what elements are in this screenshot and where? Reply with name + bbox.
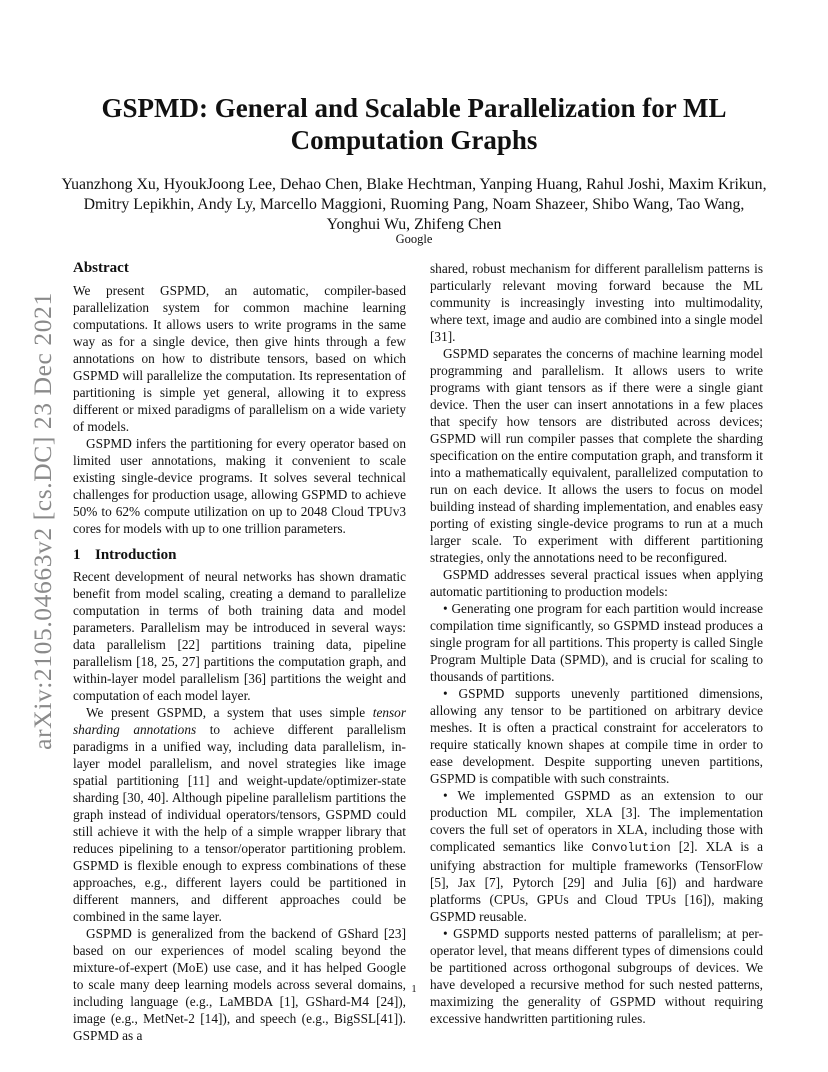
section-title: Introduction	[95, 547, 177, 563]
code-term: Convolution	[591, 841, 671, 855]
intro-paragraph-3: GSPMD is generalized from the backend of GShard [23] based on our experiences of model scaling beyond the mixture-of-expert (MoE) use case, and it has helped Google to scale many deep learning models across several domains, including language (e.g., LaMBDA [1], GShard-M4 [24]), image (e.g., MetNet-2 [14]), and speech (e.g., BigSSL[41]). GSPMD as a	[73, 926, 406, 1043]
bullet-icon: •	[443, 601, 448, 616]
left-column	[73, 258, 406, 1044]
bullet-item-4	[430, 925, 763, 1027]
abstract-paragraph-1: We present GSPMD, an automatic, compiler-based parallelization system for common machine learning computations. It allows users to write programs in the same way as for a single device, then give hints through a few annotations on how to distribute tensors, based on which GSPMD will parallelize the computation. Its representation of partitioning is simple yet general, allowing it to express different or mixed paradigms of parallelism on a wide variety of models.	[73, 283, 406, 434]
author-list: Yuanzhong Xu, HyoukJoong Lee, Dehao Chen, Blake Hechtman, Yanping Huang, Rahul Joshi, Maxim Krikun, Dmitry Lepikhin, Andy Ly, Marcello Maggioni, Ruoming Pang, Noam Shazeer, Shibo Wang, Tao Wang, Yonghui Wu, Zhifeng Chen	[61, 176, 767, 233]
intro-p2-text-a: We present GSPMD, a system that uses simple	[86, 705, 373, 720]
bullet-icon: •	[443, 788, 448, 803]
intro-paragraph-5: GSPMD separates the concerns of machine learning model programming and parallelism. It allows users to write programs with giant tensors as if there were a single giant device. Then the user can insert annotations in a few places that specify how tensors are distributed across devices; GSPMD will run compiler passes that complete the sharding specification on the entire computation graph, and transform it into a mathematically equivalent, parallelized computation to run on each device. It allows the users to focus on model building instead of sharding implementation, and enables easy porting of existing single-device programs to run at a much larger scale. To experiment with different partitioning strategies, only the annotations need to be reconfigured.	[430, 346, 763, 565]
bullet-item-3	[430, 787, 763, 925]
bullet-text: GSPMD supports unevenly partitioned dimensions, allowing any tensor to be partitioned on arbitrary device meshes. It is often a practical constraint for accelerators to require statically known shapes at compile time in order to ease development. Despite supporting uneven partitions, GSPMD is compatible with such constraints.	[430, 686, 763, 786]
bullet-text: Generating one program for each partition would increase compilation time significantly, so GSPMD instead produces a single program for all partitions. This property is called Single Program Multiple Data (SPMD), and is crucial for scaling to thousands of partitions.	[430, 601, 763, 684]
intro-p2-emphasis: tensor sharding annotations	[73, 705, 406, 737]
intro-paragraph-2	[73, 704, 406, 925]
right-column	[430, 260, 763, 1027]
paper-title: GSPMD: General and Scalable Parallelization for ML Computation Graphs	[101, 93, 727, 155]
bullet-icon: •	[443, 926, 448, 941]
section-number: 1	[73, 547, 81, 563]
bullet-text: GSPMD supports nested patterns of parallelism; at per-operator level, that means different types of dimensions could be partitioned across orthogonal subgroups of devices. We have developed a recursive method for such nested patterns, maximizing the generality of GSPMD without requiring excessive handwritten partitioning rules.	[430, 926, 763, 1026]
section-heading-introduction	[73, 545, 406, 565]
bullet-icon: •	[443, 686, 448, 701]
abstract-heading: Abstract	[73, 260, 129, 276]
bullet-item-2	[430, 685, 763, 787]
intro-p2-text-b: to achieve different parallelism paradigms in a unified way, including data parallelism, in-layer model parallelism, and novel strategies like image spatial partitioning [11] and weight-update/optimizer-state sharding [30, 40]. Although pipeline parallelism partitions the graph instead of individual operators/tensors, GSPMD could still achieve it with the help of a simple wrapper library that reduces pipelining to a tensor/operator partitioning problem. GSPMD is flexible enough to express combinations of these approaches, e.g., different layers could be partitioned in different manners, and different approaches could be combined in the same layer.	[73, 722, 406, 924]
bullet-text-b: [2]. XLA is a unifying abstraction for multiple frameworks (TensorFlow [5], Jax [7], Pytorch [29] and Julia [6]) and hardware platforms (CPUs, GPUs and Cloud TPUs [16]), making GSPMD reusable.	[430, 839, 763, 924]
intro-paragraph-6: GSPMD addresses several practical issues when applying automatic partitioning to production models:	[430, 567, 763, 599]
abstract-paragraph-2: GSPMD infers the partitioning for every operator based on limited user annotations, making it convenient to scale existing single-device programs. It solves several technical challenges for production usage, allowing GSPMD to achieve 50% to 62% compute utilization on up to 2048 Cloud TPUv3 cores for models with up to one trillion parameters.	[73, 436, 406, 536]
intro-paragraph-1: Recent development of neural networks has shown dramatic benefit from model scaling, creating a demand to parallelize computation in terms of both training data and model parameters. Parallelism may be introduced in several ways: data parallelism [22] partitions training data, pipeline parallelism [18, 25, 27] partitions the computation graph, and within-layer model parallelism [36] partitions the weight and computation of each model layer.	[73, 569, 406, 703]
page-number: 1	[411, 984, 417, 995]
arxiv-stamp	[18, 283, 68, 758]
affiliation: Google	[395, 232, 433, 246]
arxiv-stamp-text: arXiv:2105.04663v2 [cs.DC] 23 Dec 2021	[28, 291, 57, 750]
bullet-item-1	[430, 600, 763, 685]
intro-paragraph-4: shared, robust mechanism for different parallelism patterns is particularly relevant moving forward because the ML community is increasingly investing into multimodality, where text, image and audio are combined into a single model [31].	[430, 261, 763, 344]
bullet-text-a: We implemented GSPMD as an extension to our production ML compiler, XLA [3]. The implementation covers the full set of operators in XLA, including those with complicated semantics like	[430, 788, 763, 854]
